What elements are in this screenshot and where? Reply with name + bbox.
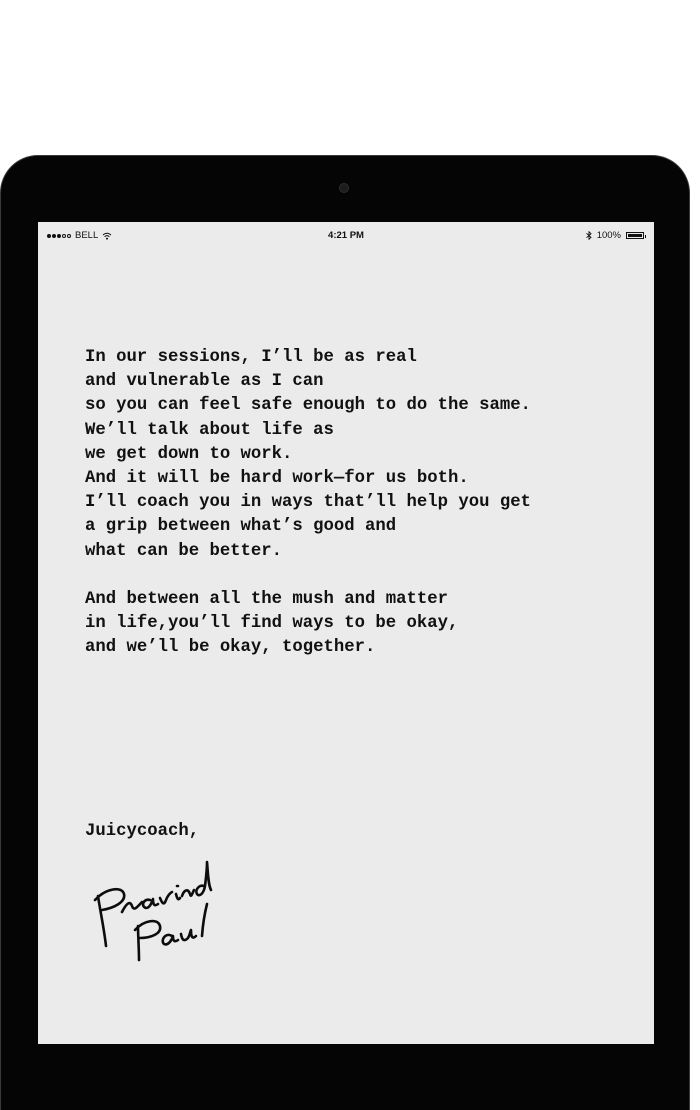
letter-line: We’ll talk about life as [85, 420, 334, 440]
handwritten-signature [90, 850, 220, 966]
status-bar [38, 222, 654, 248]
letter-line: I’ll coach you in ways that’ll help you get [85, 493, 531, 513]
letter-line: and we’ll be okay, together. [85, 638, 376, 658]
paragraph-gap [85, 564, 531, 588]
letter-line: we get down to work. [85, 444, 293, 464]
letter-line: And it will be hard work—for us both. [85, 469, 469, 489]
carrier-label: BELL [75, 230, 99, 241]
letter-line: and vulnerable as I can [85, 372, 324, 392]
letter-line: so you can feel safe enough to do the same. [85, 396, 531, 416]
status-time: 4:21 PM [328, 230, 364, 241]
letter-closing: Juicycoach, [85, 822, 200, 841]
battery-percent: 100% [596, 230, 621, 241]
battery-level-fill [628, 234, 642, 237]
bluetooth-icon [586, 231, 592, 240]
front-camera [339, 183, 349, 193]
battery-icon [626, 232, 644, 239]
letter-line: what can be better. [85, 541, 283, 561]
letter-body [85, 346, 531, 661]
letter-line: in life,you’ll find ways to be okay, [85, 614, 459, 634]
status-right [586, 230, 644, 241]
letter-line: a grip between what’s good and [85, 517, 397, 537]
letter-line: And between all the mush and matter [85, 590, 448, 610]
tablet-device [0, 155, 690, 1110]
letter-line: In our sessions, I’ll be as real [85, 348, 417, 367]
tablet-screen [38, 222, 654, 1044]
